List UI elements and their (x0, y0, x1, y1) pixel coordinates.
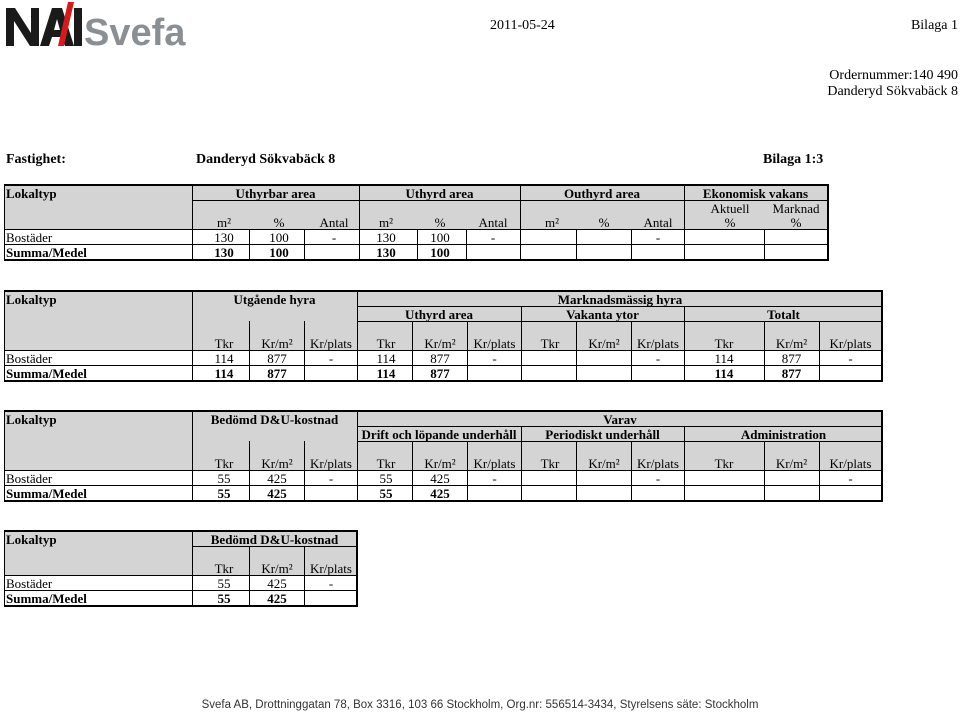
table-cell: - (328, 576, 334, 591)
company-logo (0, 0, 190, 52)
row-label-summa: Summa/Medel (6, 591, 87, 606)
table-cell: - (328, 471, 334, 486)
table-cell: 425 (430, 471, 450, 486)
col-header: Kr/plats (310, 561, 352, 576)
col-header: Tkr (214, 456, 234, 471)
table-cell: 425 (267, 486, 287, 501)
col-header: Kr/m² (261, 456, 293, 471)
rent-table (4, 290, 883, 382)
sub-marknad: Marknad (772, 201, 820, 216)
row-label-bostader: Bostäder (6, 471, 53, 486)
group-uthyrd-area: Uthyrd area (405, 186, 474, 201)
col-header: Kr/m² (424, 336, 456, 351)
col-header: Kr/plats (829, 336, 872, 351)
appendix-label: Bilaga 1 (910, 18, 958, 33)
sub-aktuell: Aktuell (710, 201, 750, 216)
property-reference: Danderyd Sökvabäck 8 (827, 84, 958, 99)
order-info (827, 68, 958, 100)
lokaltyp-header: Lokaltyp (6, 186, 57, 201)
table-cell: 100 (269, 245, 289, 260)
group-bedomd-du-kostnad: Bedömd D&U-kostnad (210, 532, 339, 547)
col-header: Kr/m² (588, 336, 620, 351)
sub-periodiskt-underhall: Periodiskt underhåll (545, 427, 660, 442)
table-cell: 100 (430, 230, 450, 245)
col-header: Kr/m² (424, 456, 456, 471)
col-header: m² (544, 215, 559, 230)
table-cell: 877 (430, 351, 450, 366)
table-cell: - (848, 351, 853, 366)
col-header: Kr/plats (473, 336, 516, 351)
maintenance-cost-table (4, 410, 883, 502)
col-header: Kr/plats (829, 456, 872, 471)
col-header: Tkr (540, 456, 560, 471)
row-label-summa: Summa/Medel (6, 245, 87, 260)
col-header: Kr/plats (473, 456, 516, 471)
order-number: Ordernummer:140 490 (829, 68, 958, 83)
table-cell: - (655, 230, 661, 245)
group-uthyrbar-area: Uthyrbar area (235, 186, 316, 201)
col-header: Tkr (214, 561, 234, 576)
col-header: Tkr (376, 336, 396, 351)
table-cell: 877 (267, 351, 287, 366)
property-name: Danderyd Sökvabäck 8 (196, 152, 336, 167)
col-header: % (724, 215, 736, 230)
table-cell: 130 (214, 245, 234, 260)
col-header: Tkr (714, 336, 734, 351)
col-header: Kr/m² (588, 456, 620, 471)
table-cell: 55 (379, 486, 393, 501)
table-cell: - (492, 471, 497, 486)
table-cell: 55 (379, 471, 393, 486)
document-date: 2011-05-24 (490, 18, 555, 33)
col-header: % (434, 215, 446, 230)
table-cell: 55 (217, 486, 231, 501)
table-cell: 114 (376, 351, 396, 366)
table-cell: - (848, 471, 853, 486)
col-header: Kr/plats (310, 336, 352, 351)
col-header: Antal (478, 215, 508, 230)
svefa-wordmark: Svefa (84, 12, 186, 52)
table-cell: 100 (269, 230, 289, 245)
table-cell: 114 (376, 366, 396, 381)
lokaltyp-header: Lokaltyp (6, 292, 57, 307)
col-header: Antal (643, 215, 673, 230)
col-header: Antal (319, 215, 349, 230)
table-cell: 130 (214, 230, 234, 245)
row-label-summa: Summa/Medel (6, 366, 87, 381)
table-cell: - (490, 230, 496, 245)
col-header: m² (216, 215, 231, 230)
table-cell: 55 (217, 591, 231, 606)
col-header: Kr/plats (310, 456, 352, 471)
row-label-summa: Summa/Medel (6, 486, 87, 501)
row-label-bostader: Bostäder (6, 230, 53, 245)
col-header: % (790, 215, 802, 230)
table-cell: 877 (430, 366, 450, 381)
sub-vakanta-ytor: Vakanta ytor (566, 307, 639, 322)
group-bedomd-du-kostnad: Bedömd D&U-kostnad (210, 412, 339, 427)
group-marknadsmassig-hyra: Marknadsmässig hyra (557, 292, 683, 307)
col-header: Kr/plats (637, 456, 679, 471)
property-label: Fastighet: (6, 152, 66, 167)
col-header: Kr/m² (261, 561, 293, 576)
footer-company-info: Svefa AB, Drottninggatan 78, Box 3316, 103 66 Stockholm, Org.nr: 556514-3434, Styrelsens säte: Stockholm (201, 699, 759, 711)
table-cell: - (492, 351, 497, 366)
group-ekonomisk-vakans: Ekonomisk vakans (702, 186, 809, 201)
row-label-bostader: Bostäder (6, 576, 53, 591)
group-varav: Varav (603, 412, 637, 427)
col-header: % (273, 215, 285, 230)
table-cell: 425 (430, 486, 450, 501)
area-table (4, 184, 829, 261)
table-cell: - (331, 230, 337, 245)
sub-drift-underhall: Drift och löpande underhåll (361, 427, 517, 442)
table-cell: 114 (714, 351, 734, 366)
col-header: Tkr (214, 336, 234, 351)
table-cell: 425 (267, 591, 287, 606)
col-header: m² (378, 215, 393, 230)
group-utgaende-hyra: Utgående hyra (233, 292, 316, 307)
table-cell: 100 (430, 245, 450, 260)
table-cell: 114 (214, 366, 234, 381)
group-outhyrd-area: Outhyrd area (564, 186, 640, 201)
col-header: Kr/m² (261, 336, 293, 351)
table-cell: 877 (781, 366, 802, 381)
table-cell: 130 (376, 230, 396, 245)
appendix-number: Bilaga 1:3 (763, 152, 824, 167)
sub-uthyrd-area: Uthyrd area (404, 307, 473, 322)
table-cell: 877 (267, 366, 287, 381)
table-cell: 425 (267, 576, 287, 591)
table-cell: - (655, 351, 661, 366)
col-header: % (598, 215, 610, 230)
table-cell: 114 (214, 351, 234, 366)
table-cell: - (655, 471, 661, 486)
col-header: Kr/plats (637, 336, 679, 351)
col-header: Tkr (714, 456, 734, 471)
table-cell: 877 (781, 351, 802, 366)
lokaltyp-header: Lokaltyp (6, 532, 57, 547)
col-header: Kr/m² (775, 456, 808, 471)
table-cell: 425 (267, 471, 287, 486)
sub-totalt: Totalt (767, 307, 800, 322)
sub-administration: Administration (740, 427, 827, 442)
maintenance-summary-table (4, 530, 358, 607)
col-header: Tkr (540, 336, 560, 351)
nai-svefa-logo-graphic (0, 0, 190, 52)
table-cell: 55 (217, 576, 231, 591)
col-header: Kr/m² (775, 336, 808, 351)
table-cell: - (328, 351, 334, 366)
table-cell: 130 (376, 245, 396, 260)
col-header: Tkr (376, 456, 396, 471)
table-cell: 55 (217, 471, 231, 486)
row-label-bostader: Bostäder (6, 351, 53, 366)
lokaltyp-header: Lokaltyp (6, 412, 57, 427)
table-cell: 114 (714, 366, 734, 381)
